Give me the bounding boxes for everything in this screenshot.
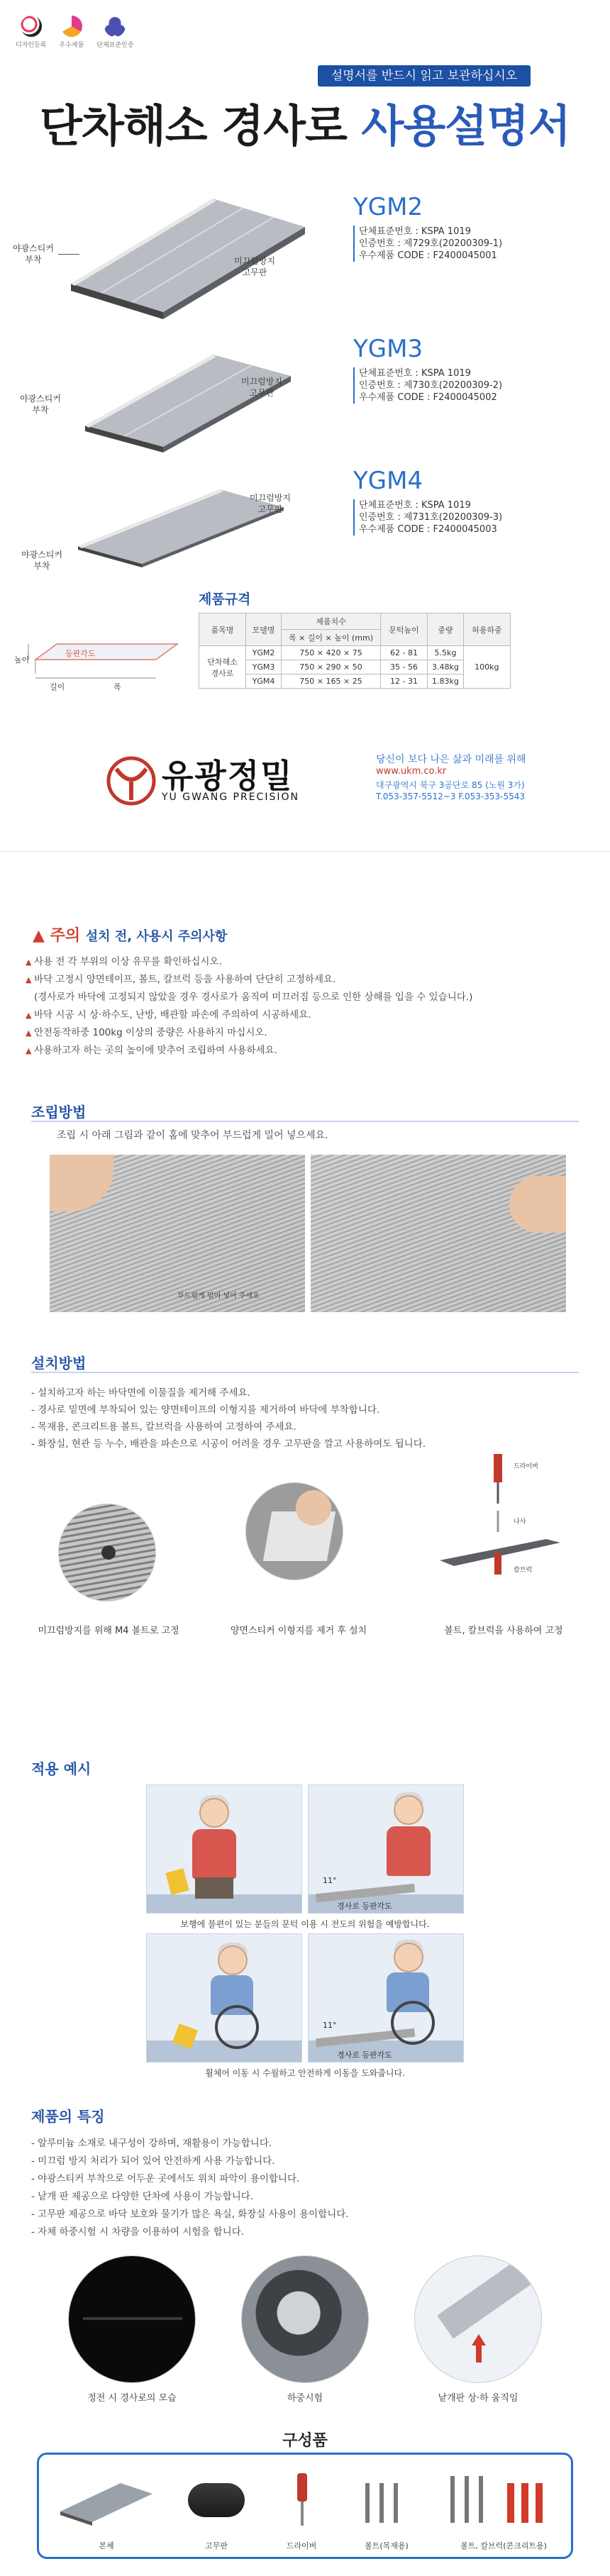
example-panel-ramp-wheelchair — [308, 1933, 464, 2063]
caution-warn: 주의 — [50, 927, 81, 945]
feature-photo-dark — [68, 2255, 196, 2383]
elderly-person-head — [218, 1945, 248, 1975]
hand-image — [509, 1176, 566, 1233]
caution-subtitle: 설치 전, 사용시 주의사항 — [85, 929, 228, 944]
glow-line — [83, 2317, 182, 2320]
label-angle: 등판각도 — [65, 649, 96, 658]
cell-model: YGM3 — [246, 660, 282, 674]
callout-anti-slip — [241, 376, 282, 399]
warning-icon: ▲ — [33, 927, 45, 945]
list-item: - 경사로 밑면에 부착되어 있는 양면테이프의 이형지를 제거하여 바닥에 부착합니다. — [31, 1401, 592, 1419]
callout-text: 미끄럼방지 고무판 — [241, 377, 282, 398]
feature-photo-panel-move — [414, 2255, 542, 2383]
component-concrete-bolt — [436, 2455, 571, 2561]
header — [0, 0, 610, 177]
ramp-label: 경사로 등판각도 — [337, 1902, 392, 1911]
spec-table — [199, 613, 511, 689]
hand-image — [296, 1490, 331, 1526]
components-title: 구성품 — [282, 2432, 328, 2450]
install-diagram-bolt — [426, 1454, 567, 1603]
cert-label: 디자인등록 — [16, 42, 47, 49]
component-label: 본체 — [99, 2541, 114, 2550]
install-caption: 미끄럼방지를 위해 M4 볼트로 고정 — [38, 1626, 179, 1636]
cell-dims: 750 × 420 × 75 — [282, 646, 381, 660]
component-rubber — [174, 2455, 259, 2561]
callout-text: 미끄럼방지 고무판 — [250, 493, 291, 514]
cell-weight: 1.83kg — [428, 674, 464, 689]
caution-heading — [33, 923, 227, 945]
callout-glow-sticker — [13, 243, 54, 265]
elderly-person-head — [394, 1943, 423, 1972]
rubber-roll-icon — [188, 2483, 245, 2517]
wall-plug-icon — [521, 2483, 528, 2523]
list-item: - 설치하고자 하는 바닥면에 이물질을 제거해 주세요. — [31, 1384, 592, 1401]
company-slogan: 당신이 보다 나은 삶과 미래를 위해 — [376, 754, 526, 765]
table-header-row — [199, 614, 511, 630]
list-item: ▲ 사용 전 각 부위의 이상 유무를 확인하십시오. — [26, 953, 586, 971]
spec-section — [0, 589, 610, 723]
callout-text: 야광스티커 부착 — [13, 243, 54, 265]
list-item: - 낱개 판 제공으로 다양한 단차에 사용이 가능합니다. — [31, 2188, 592, 2206]
ramp-label: 경사로 등판각도 — [337, 2050, 392, 2060]
list-item: - 화장실, 현관 등 누수, 배관을 파손으로 시공이 어려울 경우 고무판을 깔고 사용하여도 됩니다. — [31, 1436, 592, 1453]
features-list — [31, 2135, 592, 2241]
group-standard-icon — [104, 16, 126, 37]
label-width: 폭 — [113, 682, 121, 692]
bolt-icon — [394, 2483, 398, 2523]
title-part1: 단차해소 경사로 — [40, 100, 347, 152]
cert-logo-design — [16, 16, 46, 49]
spec-line: 인증번호 : 제729호(20200309-1) — [359, 238, 503, 249]
list-item: - 목재용, 콘크리트용 볼트, 칼브럭을 사용하여 고정하여 주세요. — [31, 1419, 592, 1436]
spec-line: 인증번호 : 제730호(20200309-2) — [359, 380, 503, 391]
wheelchair-wheel-icon — [391, 2001, 435, 2045]
install-caption: 볼트, 칼브럭을 사용하여 고정 — [444, 1626, 563, 1636]
spec-title: 제품규격 — [199, 592, 251, 607]
model-ygm3 — [0, 319, 610, 461]
application-caption: 보행에 불편이 있는 분들의 문턱 이용 시 전도의 위험을 예방합니다. — [180, 1919, 430, 1929]
company-phone: T.053-357-5512~3 F.053-353-5543 — [376, 792, 526, 801]
component-driver — [266, 2455, 337, 2561]
header-dims-sub: 폭 × 길이 × 높이 (mm) — [282, 630, 381, 646]
certification-logos — [16, 16, 133, 49]
feature-caption: 낱개판 상·하 움직임 — [438, 2393, 518, 2404]
header-model: 모델명 — [246, 614, 282, 646]
bolt-icon — [465, 2476, 469, 2523]
feature-photo-load-test — [241, 2255, 369, 2383]
cell-model: YGM4 — [246, 674, 282, 689]
screwdriver-icon — [297, 2473, 307, 2502]
component-label: 볼트(목재용) — [365, 2541, 409, 2550]
list-item: - 자체 하중시험 시 차량을 이용하여 시험을 합니다. — [31, 2224, 592, 2241]
ramp-dimension-diagram — [14, 631, 184, 688]
install-title: 설치방법 — [31, 1355, 87, 1372]
list-item-note: (경사로가 바닥에 고정되지 않았을 경우 경사로가 움직여 미끄러짐 등으로 인한 상해를 입을 수 있습니다.) — [34, 992, 473, 1003]
spec-line: 우수제품 CODE : F2400045003 — [359, 524, 497, 535]
spec-line: 단체표준번호 : KSPA 1019 — [359, 500, 471, 511]
company-name-en: YU GWANG PRECISION — [162, 792, 299, 803]
example-panel-walker — [146, 1784, 302, 1914]
product-name: 단차해소 경사로 — [207, 657, 238, 678]
callout-glow-sticker — [21, 549, 62, 572]
header-product: 품목명 — [199, 614, 246, 646]
list-item: ▲ 바닥 시공 시 상·하수도, 난방, 배관할 파손에 주의하여 시공하세요. — [26, 1006, 586, 1024]
diagram-label-plug: 칼브럭 — [514, 1567, 533, 1574]
install-caption: 양면스티커 이형지를 제거 후 설치 — [230, 1626, 367, 1636]
label-height: 높이 — [14, 655, 30, 665]
cell-dims: 750 × 165 × 25 — [282, 674, 381, 689]
example-panel-wheelchair — [146, 1933, 302, 2063]
angle-label: 11° — [323, 1876, 337, 1885]
assembly-description: 조립 시 아래 그림과 같이 홈에 맞추어 부드럽게 밀어 넣으세요. — [57, 1130, 328, 1141]
feature-caption: 하중시험 — [287, 2393, 323, 2404]
list-item: - 알루미늄 소재로 내구성이 강하며, 재활용이 가능합니다. — [31, 2135, 592, 2153]
angle-label: 11° — [323, 2021, 337, 2030]
callout-glow-sticker — [20, 393, 61, 416]
callout-text: 야광스티커 부착 — [21, 550, 62, 571]
assembly-title: 조립방법 — [31, 1104, 87, 1121]
bolt-icon — [379, 2483, 384, 2523]
spec-line: 우수제품 CODE : F2400045001 — [359, 250, 497, 261]
screwdriver-shaft — [301, 2502, 304, 2526]
model-specs — [353, 367, 502, 404]
company-name: 유광정밀 — [162, 757, 294, 795]
component-label: 볼트, 칼브럭(콘크리트용) — [460, 2541, 547, 2550]
page-title — [0, 91, 610, 154]
install-list — [31, 1384, 592, 1453]
list-item: ▲ 안전동작하중 100kg 이상의 중량은 사용하지 마십시오. — [26, 1024, 586, 1042]
bolt-icon — [365, 2483, 370, 2523]
photo-caption: 부드럽게 밀어 넣어 주세요 — [177, 1292, 260, 1300]
caution-list — [26, 953, 586, 1060]
model-specs — [353, 226, 502, 262]
component-body — [46, 2455, 167, 2561]
caution-section — [0, 923, 610, 1087]
arrow-up-icon — [472, 2334, 486, 2363]
panel-image — [437, 2258, 535, 2338]
brand-section — [0, 743, 610, 828]
model-name: YGM2 — [353, 193, 423, 221]
cert-logo-standard — [96, 16, 133, 49]
install-photo-bolt — [58, 1504, 156, 1601]
cell-step: 62 - 81 — [381, 646, 428, 660]
assembly-photo-1 — [50, 1155, 305, 1312]
header-step: 문턱높이 — [381, 614, 428, 646]
callout-anti-slip — [234, 255, 275, 278]
wall-plug-icon — [507, 2483, 514, 2523]
label-length: 길이 — [50, 682, 65, 692]
spec-line: 우수제품 CODE : F2400045002 — [359, 392, 497, 403]
model-name: YGM3 — [353, 335, 423, 363]
list-item: - 고무판 제공으로 바닥 보호와 물기가 많은 욕실, 화장실 사용이 용이합니다. — [31, 2206, 592, 2224]
bolt-icon — [450, 2476, 455, 2523]
header-weight: 중량 — [428, 614, 464, 646]
title-underline — [31, 1372, 579, 1373]
wheelchair-wheel-icon — [215, 2005, 259, 2049]
section-divider — [0, 851, 610, 852]
person-legs — [195, 1877, 233, 1899]
diagram-label-bolt: 나사 — [514, 1519, 526, 1526]
cell-weight: 5.5kg — [428, 646, 464, 660]
components-box — [37, 2453, 573, 2559]
ramp-ygm2-image — [43, 177, 326, 319]
cell-step: 35 - 56 — [381, 660, 428, 674]
ramp-ygm3-image — [43, 326, 326, 461]
company-logo-icon — [106, 756, 156, 806]
bolt-icon — [101, 1545, 116, 1560]
list-item: - 야광스티커 부착으로 어두운 곳에서도 위치 파악이 용이합니다. — [31, 2170, 592, 2188]
cell-model: YGM2 — [246, 646, 282, 660]
cell-load: 100kg — [463, 646, 510, 689]
application-title: 적용 예시 — [31, 1760, 92, 1777]
design-registration-icon — [21, 16, 42, 37]
assembly-photo-2 — [311, 1155, 566, 1312]
model-ygm2 — [0, 177, 610, 319]
spec-line: 단체표준번호 : KSPA 1019 — [359, 368, 471, 379]
cell-step: 12 - 31 — [381, 674, 428, 689]
wall-plug-icon — [536, 2483, 543, 2523]
feature-caption: 정전 시 경사로의 모습 — [87, 2393, 177, 2404]
cell-dims: 750 × 290 × 50 — [282, 660, 381, 674]
list-item: ▲ 사용하고자 하는 곳의 높이에 맞추어 조립하여 사용하세요. — [26, 1042, 586, 1060]
danger-mark-icon — [165, 1868, 189, 1895]
bolt-icon — [479, 2476, 483, 2523]
company-address: 대구광역시 북구 3공단로 85 (노원 3가) — [376, 780, 525, 790]
install-photo-tape — [245, 1482, 343, 1580]
excellent-product-icon — [61, 16, 82, 37]
component-label: 드라이버 — [286, 2541, 317, 2550]
spec-line: 단체표준번호 : KSPA 1019 — [359, 226, 471, 237]
example-panel-ramp-walker — [308, 1784, 464, 1914]
elderly-person-head — [394, 1795, 423, 1825]
header-load: 허용하중 — [463, 614, 510, 646]
title-underline — [31, 1121, 579, 1122]
cell-product — [199, 646, 246, 689]
component-wood-bolt — [344, 2455, 429, 2561]
component-label: 고무판 — [205, 2541, 228, 2550]
cell-weight: 3.48kg — [428, 660, 464, 674]
model-name: YGM4 — [353, 467, 423, 495]
list-item: - 미끄럼 방지 처리가 되어 있어 안전하게 사용 가능합니다. — [31, 2153, 592, 2170]
read-notice: 설명서를 반드시 읽고 보관하십시오 — [318, 65, 531, 87]
callout-text: 미끄럼방지 고무판 — [234, 256, 275, 277]
list-item: ▲ 바닥 고정시 양면테이프, 볼트, 칼브럭 등을 사용하여 단단히 고정하세요. — [26, 971, 586, 989]
callout-text: 야광스티커 부착 — [20, 394, 61, 415]
cert-label: 단체표준인증 — [96, 42, 134, 49]
diagram-label-driver: 드라이버 — [514, 1463, 538, 1470]
ramp-body-icon — [57, 2476, 156, 2526]
cert-label: 우수제품 — [59, 42, 84, 49]
elderly-person-head — [199, 1798, 229, 1828]
person-body — [192, 1829, 236, 1879]
cert-logo-excellent — [59, 16, 84, 49]
features-title: 제품의 특징 — [31, 2108, 105, 2125]
model-specs — [353, 499, 502, 535]
spec-line: 인증번호 : 제731호(20200309-3) — [359, 512, 503, 523]
application-caption: 휠체어 이동 시 수월하고 안전하게 이동을 도와줍니다. — [205, 2068, 405, 2078]
title-part2: 사용설명서 — [361, 100, 570, 152]
header-dims: 제품치수 — [282, 614, 381, 630]
company-url: www.ukm.co.kr — [376, 766, 447, 777]
callout-anti-slip — [250, 492, 291, 515]
table-row — [199, 646, 511, 660]
callout-leader — [58, 254, 79, 255]
model-ygm4 — [0, 461, 610, 589]
person-body — [387, 1826, 431, 1876]
